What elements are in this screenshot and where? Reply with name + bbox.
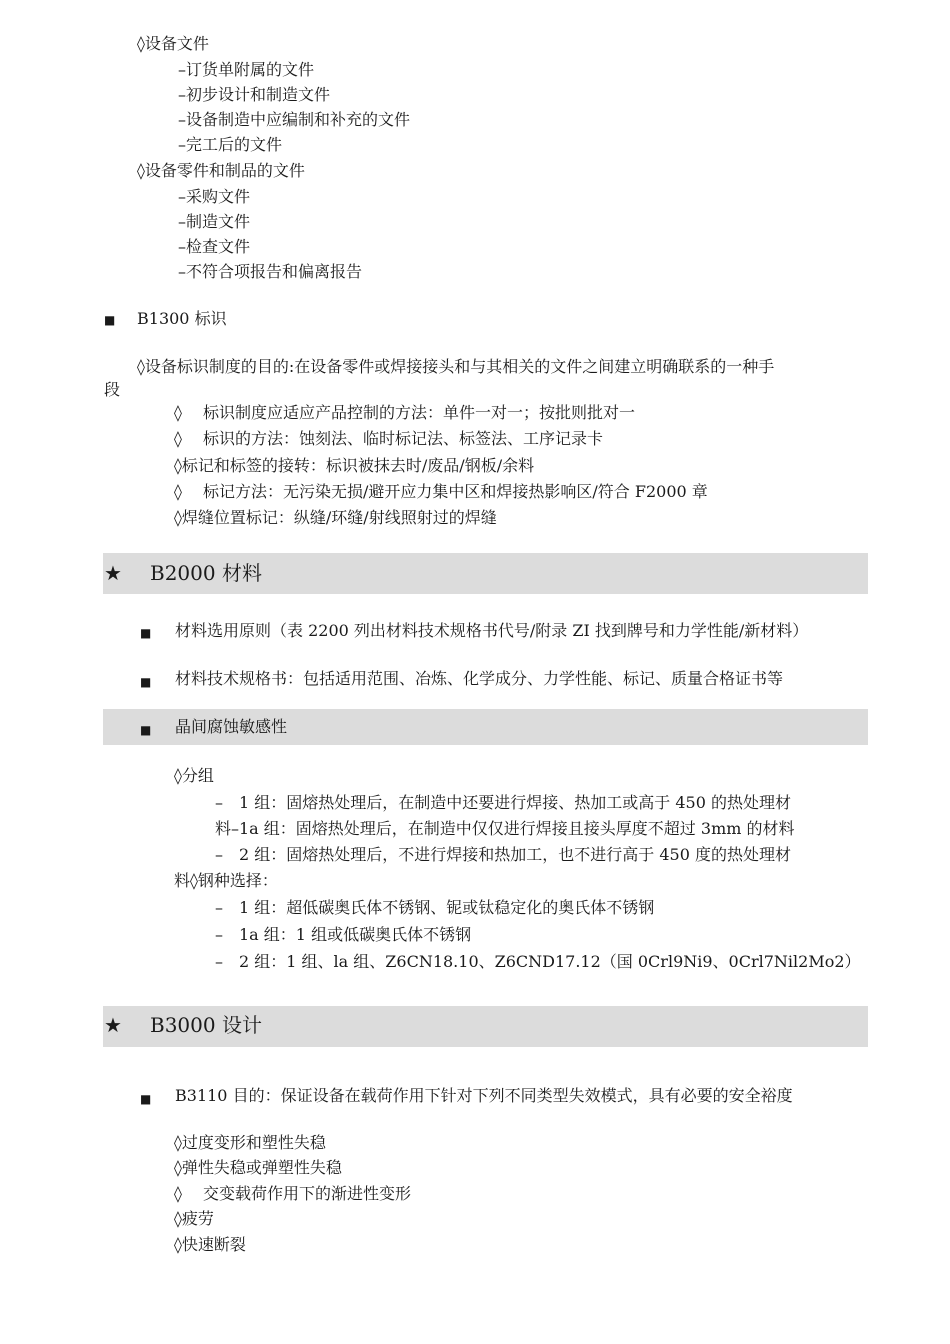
b2000-bullet-3: 晶间腐蚀敏感性 xyxy=(175,717,288,736)
grouping-line: – 2 组：1 组、la 组、Z6CN18.10、Z6CND17.12（国 0Crl9Ni9、0Crl7Nil2Mo2） xyxy=(215,952,861,971)
list-item: –完工后的文件 xyxy=(178,135,283,154)
list-item: –不符合项报告和偏离报告 xyxy=(178,262,363,281)
list-item: ◊焊缝位置标记：纵缝/环缝/射线照射过的焊缝 xyxy=(174,508,497,527)
list-item: ◊过度变形和塑性失稳 xyxy=(174,1133,326,1152)
b1300-purpose-line2: 段 xyxy=(104,380,121,399)
list-item: –制造文件 xyxy=(178,212,251,231)
grouping-line: – 1 组：固熔热处理后，在制造中还要进行焊接、热加工或高于 450 的热处理材 xyxy=(215,793,791,812)
bullet-square-icon: ■ xyxy=(104,313,116,327)
bullet-square-icon: ■ xyxy=(140,1092,152,1106)
grouping-line: 料◊钢种选择： xyxy=(174,871,278,890)
equipment-docs-heading: ◊设备文件 xyxy=(137,34,209,53)
list-item: ◊ 标识制度应适应产品控制的方法：单件一对一；按批则批对一 xyxy=(174,403,635,422)
list-item: –初步设计和制造文件 xyxy=(178,85,331,104)
list-item: ◊疲劳 xyxy=(174,1209,214,1228)
list-item: ◊弹性失稳或弹塑性失稳 xyxy=(174,1158,342,1177)
grouping-line: – 2 组：固熔热处理后，不进行焊接和热加工，也不进行高于 450 度的热处理材 xyxy=(215,845,791,864)
list-item: ◊快速断裂 xyxy=(174,1235,246,1254)
bullet-square-icon: ■ xyxy=(140,626,152,640)
b3110-purpose: B3110 目的：保证设备在载荷作用下针对下列不同类型失效模式，具有必要的安全裕度 xyxy=(175,1086,793,1105)
list-item: ◊标记和标签的接转：标识被抹去时/废品/钢板/余料 xyxy=(174,456,535,475)
list-item: ◊ 标识的方法：蚀刻法、临时标记法、标签法、工序记录卡 xyxy=(174,429,603,448)
b2000-bullet-2: 材料技术规格书：包括适用范围、冶炼、化学成分、力学性能、标记、质量合格证书等 xyxy=(175,669,784,688)
section-title-b3000: B3000 设计 xyxy=(150,1013,262,1037)
list-item: –订货单附属的文件 xyxy=(178,60,315,79)
list-item: ◊ 交变载荷作用下的渐进性变形 xyxy=(174,1184,411,1203)
star-icon: ★ xyxy=(104,1013,122,1037)
bullet-square-icon: ■ xyxy=(140,723,152,737)
grouping-line: – 1a 组：1 组或低碳奥氏体不锈钢 xyxy=(215,925,472,944)
grouping-line: 料–1a 组：固熔热处理后，在制造中仅仅进行焊接且接头厚度不超过 3mm 的材料 xyxy=(215,819,795,838)
grouping-heading: ◊分组 xyxy=(174,766,214,785)
parts-docs-heading: ◊设备零件和制品的文件 xyxy=(137,161,305,180)
list-item: –采购文件 xyxy=(178,187,251,206)
b1300-purpose-line1: ◊设备标识制度的目的:在设备零件或焊接接头和与其相关的文件之间建立明确联系的一种手 xyxy=(137,357,775,376)
grouping-line: – 1 组：超低碳奥氏体不锈钢、铌或钛稳定化的奥氏体不锈钢 xyxy=(215,898,655,917)
list-item: ◊ 标记方法：无污染无损/避开应力集中区和焊接热影响区/符合 F2000 章 xyxy=(174,482,708,501)
list-item: –检查文件 xyxy=(178,237,251,256)
b1300-title: B1300 标识 xyxy=(137,309,227,328)
bullet-square-icon: ■ xyxy=(140,675,152,689)
star-icon: ★ xyxy=(104,561,122,585)
b2000-bullet-1: 材料选用原则（表 2200 列出材料技术规格书代号/附录 ZI 找到牌号和力学性能/新材料） xyxy=(175,621,809,640)
section-title-b2000: B2000 材料 xyxy=(150,561,262,585)
list-item: –设备制造中应编制和补充的文件 xyxy=(178,110,411,129)
